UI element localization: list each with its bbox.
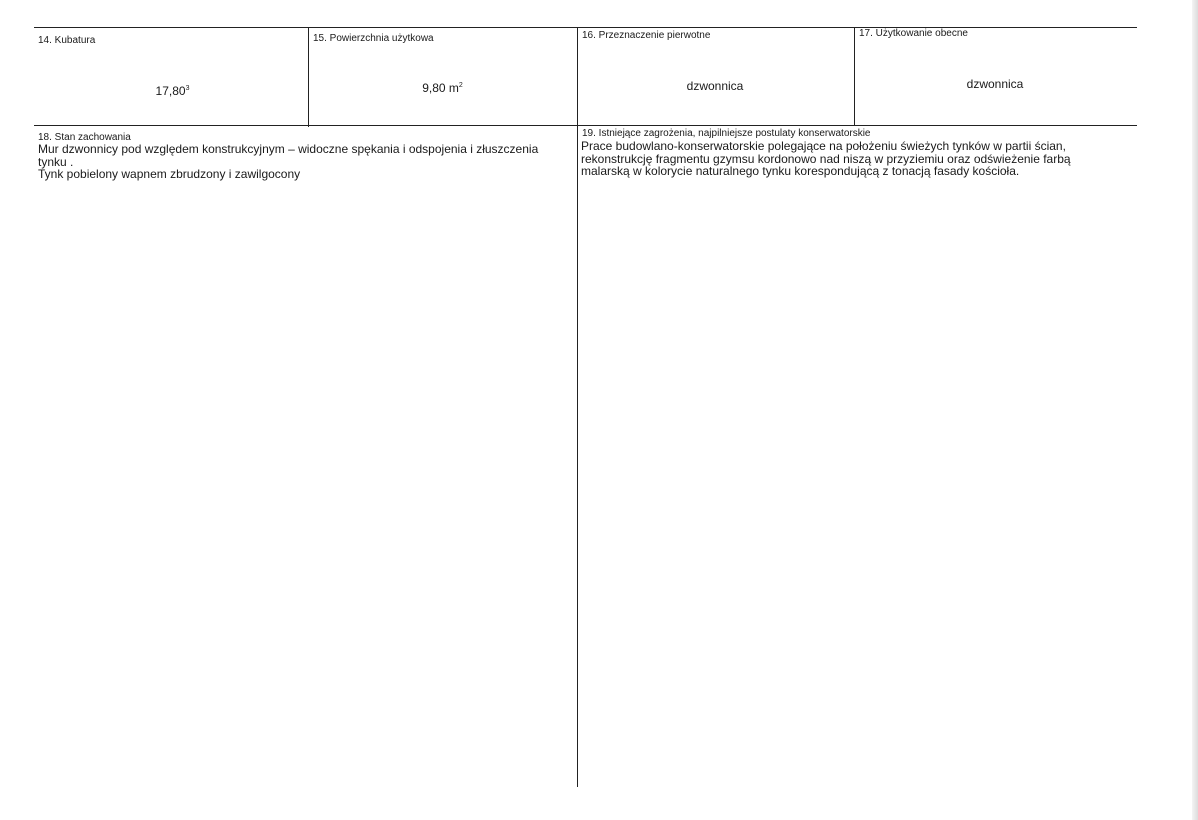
zagrozenia-label: 19. Istniejące zagrożenia, najpilniejsze postulaty konserwatorskie: [582, 128, 871, 139]
page-edge-shadow: [1192, 0, 1198, 820]
powierzchnia-value-number: 9,80 m: [422, 81, 459, 95]
column-divider-2: [577, 28, 578, 787]
uzytkowanie-label: 17. Użytkowanie obecne: [859, 28, 968, 39]
zagrozenia-text: Prace budowlano-konserwatorskie polegające na położeniu świeżych tynków w partii ścian, rekonstrukcję fragmentu gzymsu kordonowo nad niszą w przyziemiu oraz odświeżenie farbą malarską w kolorycie naturalnego tynku korespondującą z tonacją fasady kościoła.: [581, 139, 1071, 178]
przeznaczenie-value: dzwonnica: [686, 79, 744, 93]
powierzchnia-label: 15. Powierzchnia użytkowa: [313, 33, 434, 44]
przeznaczenie-label: 16. Przeznaczenie pierwotne: [582, 30, 711, 41]
row-divider-line: [34, 125, 1137, 126]
kubatura-value: [110, 84, 235, 98]
stan-zachowania-label: 18. Stan zachowania: [38, 132, 131, 143]
kubatura-value-unit-exponent: 3: [185, 85, 190, 92]
uzytkowanie-value: dzwonnica: [966, 77, 1024, 91]
column-divider-3: [854, 28, 855, 126]
column-divider-1: [308, 28, 309, 127]
stan-zachowania-line: Mur dzwonnicy pod względem konstrukcyjnym – widoczne spękania i odspojenia i złuszczenia tynku .: [38, 142, 539, 169]
kubatura-label: 14. Kubatura: [38, 35, 96, 46]
powierzchnia-value: [380, 81, 505, 95]
kubatura-value-number: 17,80: [155, 84, 186, 98]
top-border-line: [34, 27, 1137, 28]
stan-zachowania-line: Tynk pobielony wapnem zbrudzony i zawilgocony: [38, 167, 301, 181]
powierzchnia-value-unit-exponent: 2: [458, 82, 463, 89]
stan-zachowania-text: [38, 143, 570, 181]
